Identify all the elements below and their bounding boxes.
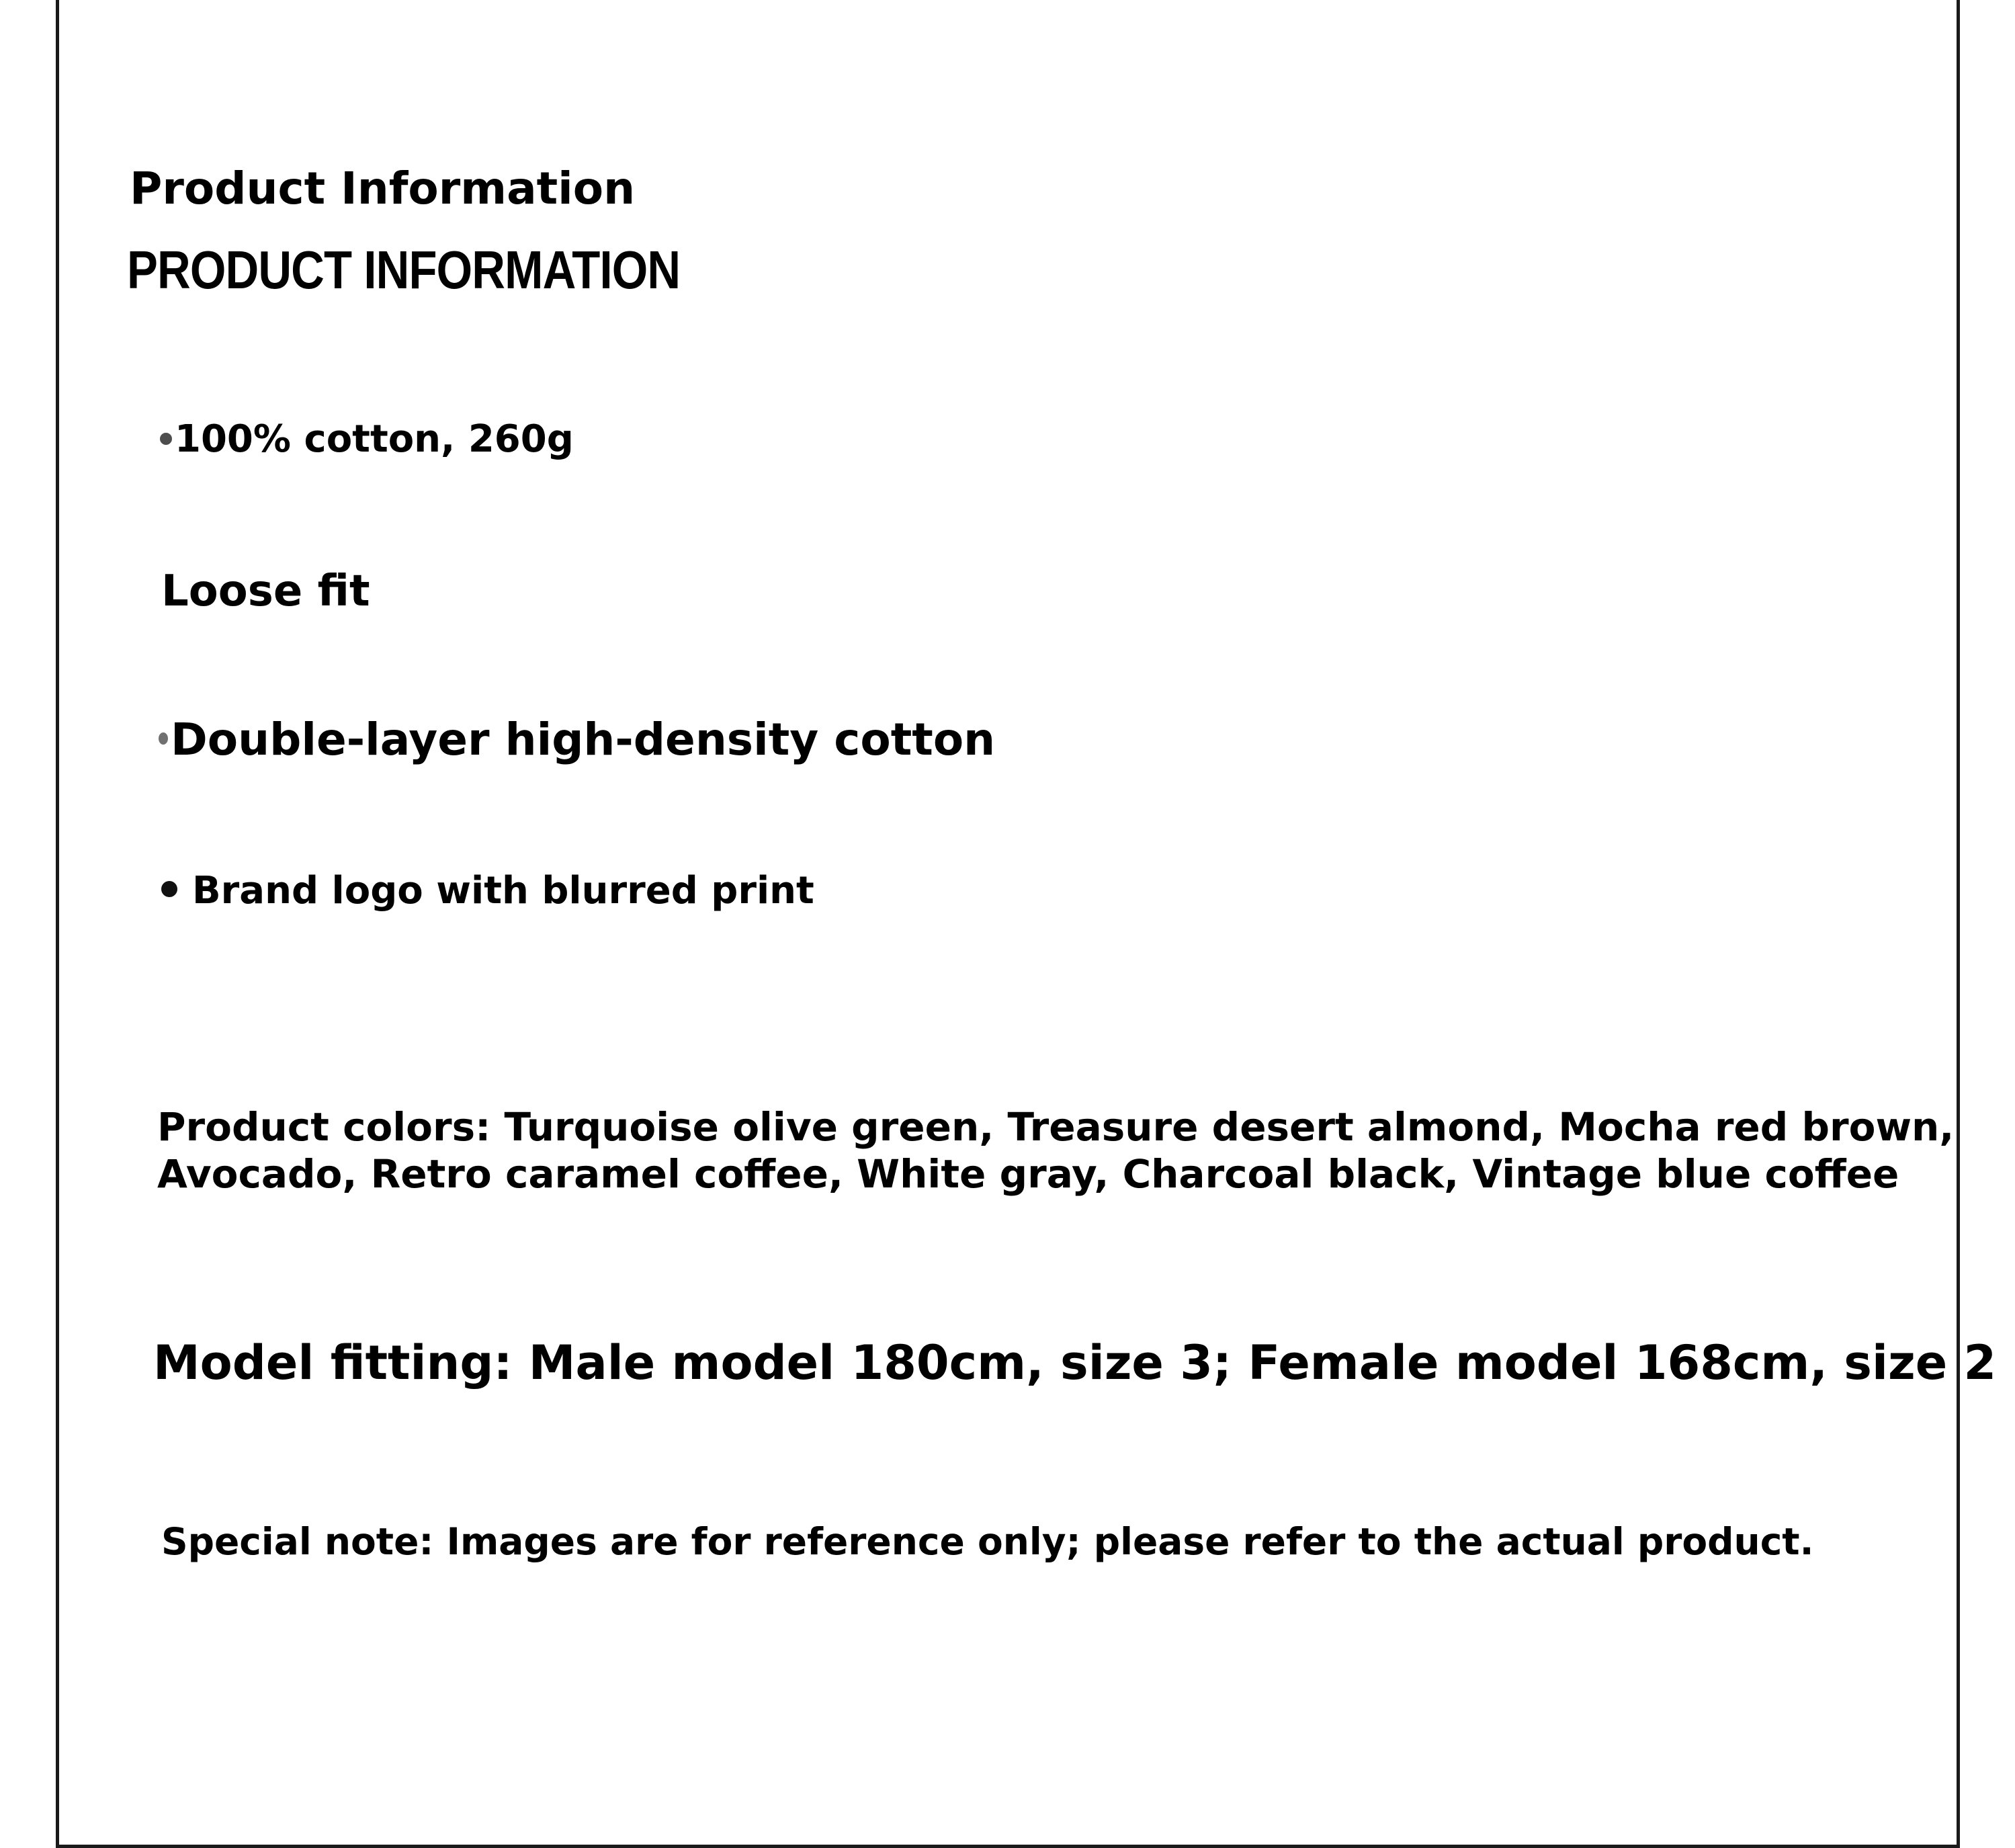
- feature-text: Double-layer high-density cotton: [171, 714, 996, 765]
- product-colors-line-2: Avocado, Retro caramel coffee, White gray, Charcoal black, Vintage blue coffee: [157, 1151, 1899, 1197]
- model-fitting: Model fitting: Male model 180cm, size 3; Female model 168cm, size 2: [153, 1335, 1997, 1390]
- feature-item-cotton: [160, 417, 574, 461]
- feature-text: Loose fit: [161, 566, 370, 616]
- bullet-icon: [159, 732, 168, 745]
- feature-item-fit: [161, 566, 370, 616]
- feature-text: 100% cotton, 260g: [175, 417, 574, 461]
- section-title-caps: PRODUCT INFORMATION: [127, 240, 681, 300]
- section-title: Product Information: [130, 163, 636, 214]
- bullet-icon: [161, 881, 177, 897]
- bullet-icon: [160, 433, 172, 445]
- feature-item-logo: [161, 869, 814, 913]
- product-colors: [157, 1103, 1955, 1198]
- special-note: Special note: Images are for reference only; please refer to the actual product.: [161, 1520, 1814, 1563]
- feature-item-double-layer: [159, 714, 996, 765]
- feature-text: Brand logo with blurred print: [192, 869, 814, 913]
- product-colors-line-1: Product colors: Turquoise olive green, Treasure desert almond, Mocha red brown,: [157, 1104, 1955, 1150]
